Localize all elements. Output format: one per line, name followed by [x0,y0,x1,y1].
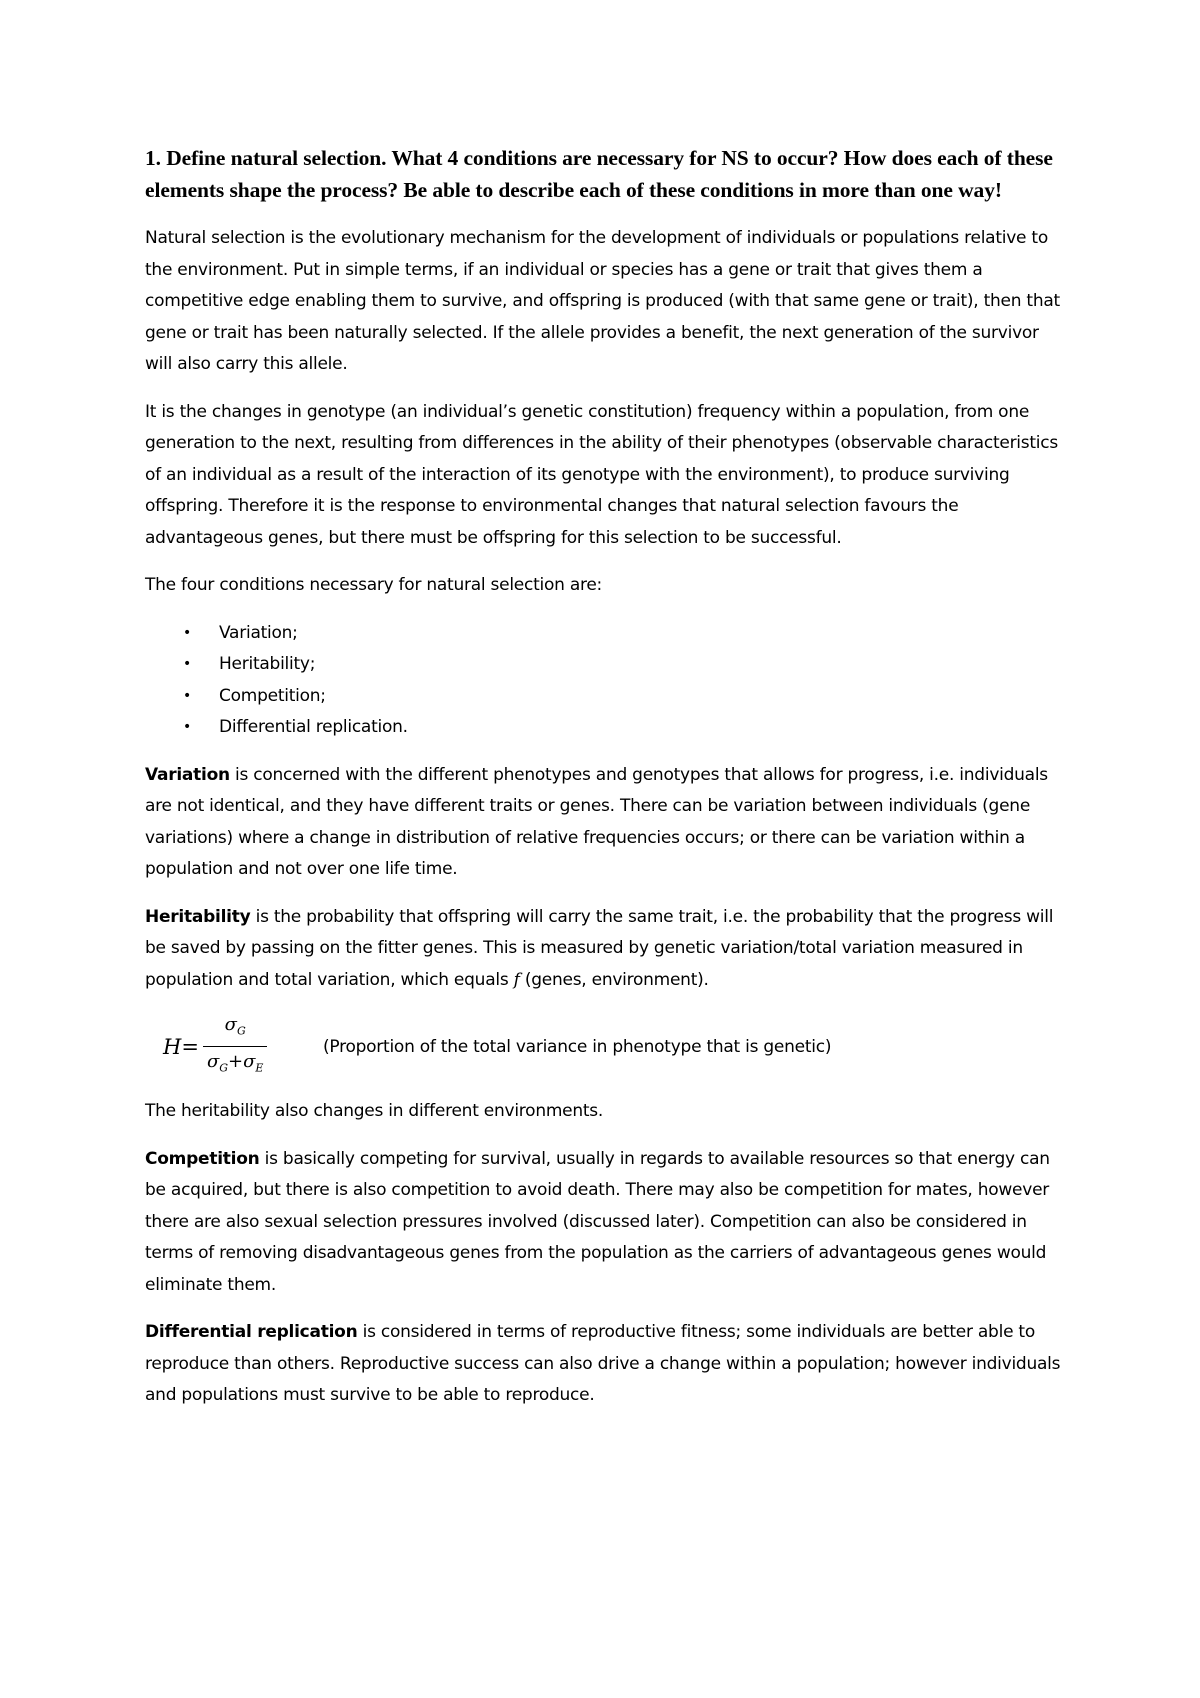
differential-text: is considered in terms of reproductive fitness; some individuals are better able to reproduce than others. Reproductive success can also drive a change within a population; however individuals and populations must survive to be able to reproduce. [145,1322,1061,1405]
paragraph-variation [145,760,1065,886]
list-item [145,618,1065,650]
formula-fraction [203,1013,268,1080]
term-differential-replication: Differential replication [145,1322,358,1342]
function-symbol: f [513,969,520,990]
paragraph-differential-replication [145,1317,1065,1412]
heritability-formula-row [145,1012,1065,1082]
paragraph-heritability-environments: The heritability also changes in different environments. [145,1101,604,1121]
bullet-icon: • [183,624,192,641]
term-competition: Competition [145,1148,260,1169]
formula-numerator: $\sigma_G$ [224,1014,246,1038]
condition-label: Variation; [219,622,298,643]
list-item [145,649,1065,681]
paragraph-definition: Natural selection is the evolutionary mechanism for the development of individuals or populations relative to the environment. Put in simple terms, if an individual or species has a gene or trait that gives them a competitive edge enabling them to survive, and offspring is produced (with that same gene or trait), then that gene or trait has been naturally selected. If the allele provides a benefit, the next generation of the survivor will also carry this allele. [145,228,1060,374]
conditions-list [145,618,1065,744]
list-item [145,681,1065,713]
term-variation: Variation [145,764,230,785]
paragraph-conditions-intro: The four conditions necessary for natural selection are: [145,575,603,595]
question-heading: 1. Define natural selection. What 4 conditions are necessary for NS to occur? How does each of these elements shape the process? Be able to describe each of these conditions in more than one way! [145,146,1053,202]
paragraph-genotype-changes: It is the changes in genotype (an individual’s genetic constitution) frequency within a population, from one generation to the next, resulting from differences in the ability of their phenotypes (observable characteristics of an individual as a result of the interaction of its genotype with the environment), to produce surviving offspring. Therefore it is the response to environmental changes that natural selection favours the advantageous genes, but there must be offspring for this selection to be successful. [145,401,1058,548]
heritability-text: is the probability that offspring will carry the same trait, i.e. the probability that the progress will be saved by passing on the fitter genes. This is measured by genetic variation/total variation measured in population and total variation, which equals [145,906,1054,990]
bullet-icon: • [183,656,192,672]
condition-label: Differential replication. [219,717,408,737]
variation-text: is concerned with the different phenotypes and genotypes that allows for progress, i.e. individuals are not identical, and they have different traits or genes. There can be variation between individuals (gene variations) where a change in distribution of relative frequencies occurs; or there can be variation within a population and not over one life time. [145,764,1048,879]
formula-denominator: $\sigma_G+\sigma_E$ [203,1046,268,1081]
bullet-icon: • [183,687,192,704]
formula-lhs: H= [163,1035,199,1059]
list-item [145,712,1065,744]
document-content [145,142,1065,1428]
heritability-text-end: (genes, environment). [519,969,709,990]
formula-caption: (Proportion of the total variance in phenotype that is genetic) [323,1037,832,1057]
condition-label: Competition; [219,685,326,706]
condition-label: Heritability; [219,654,316,674]
term-heritability: Heritability [145,906,251,927]
competition-text: is basically competing for survival, usually in regards to available resources so that energy can be acquired, but there is also competition to avoid death. There may also be competition for mates, however there are also sexual selection pressures involved (discussed later). Competition can also be considered in terms of removing disadvantageous genes from the population as the carriers of advantageous genes would eliminate them. [145,1148,1050,1295]
heritability-formula [163,1013,303,1080]
paragraph-competition [145,1144,1065,1302]
bullet-icon: • [183,719,192,735]
paragraph-heritability [145,902,1065,997]
